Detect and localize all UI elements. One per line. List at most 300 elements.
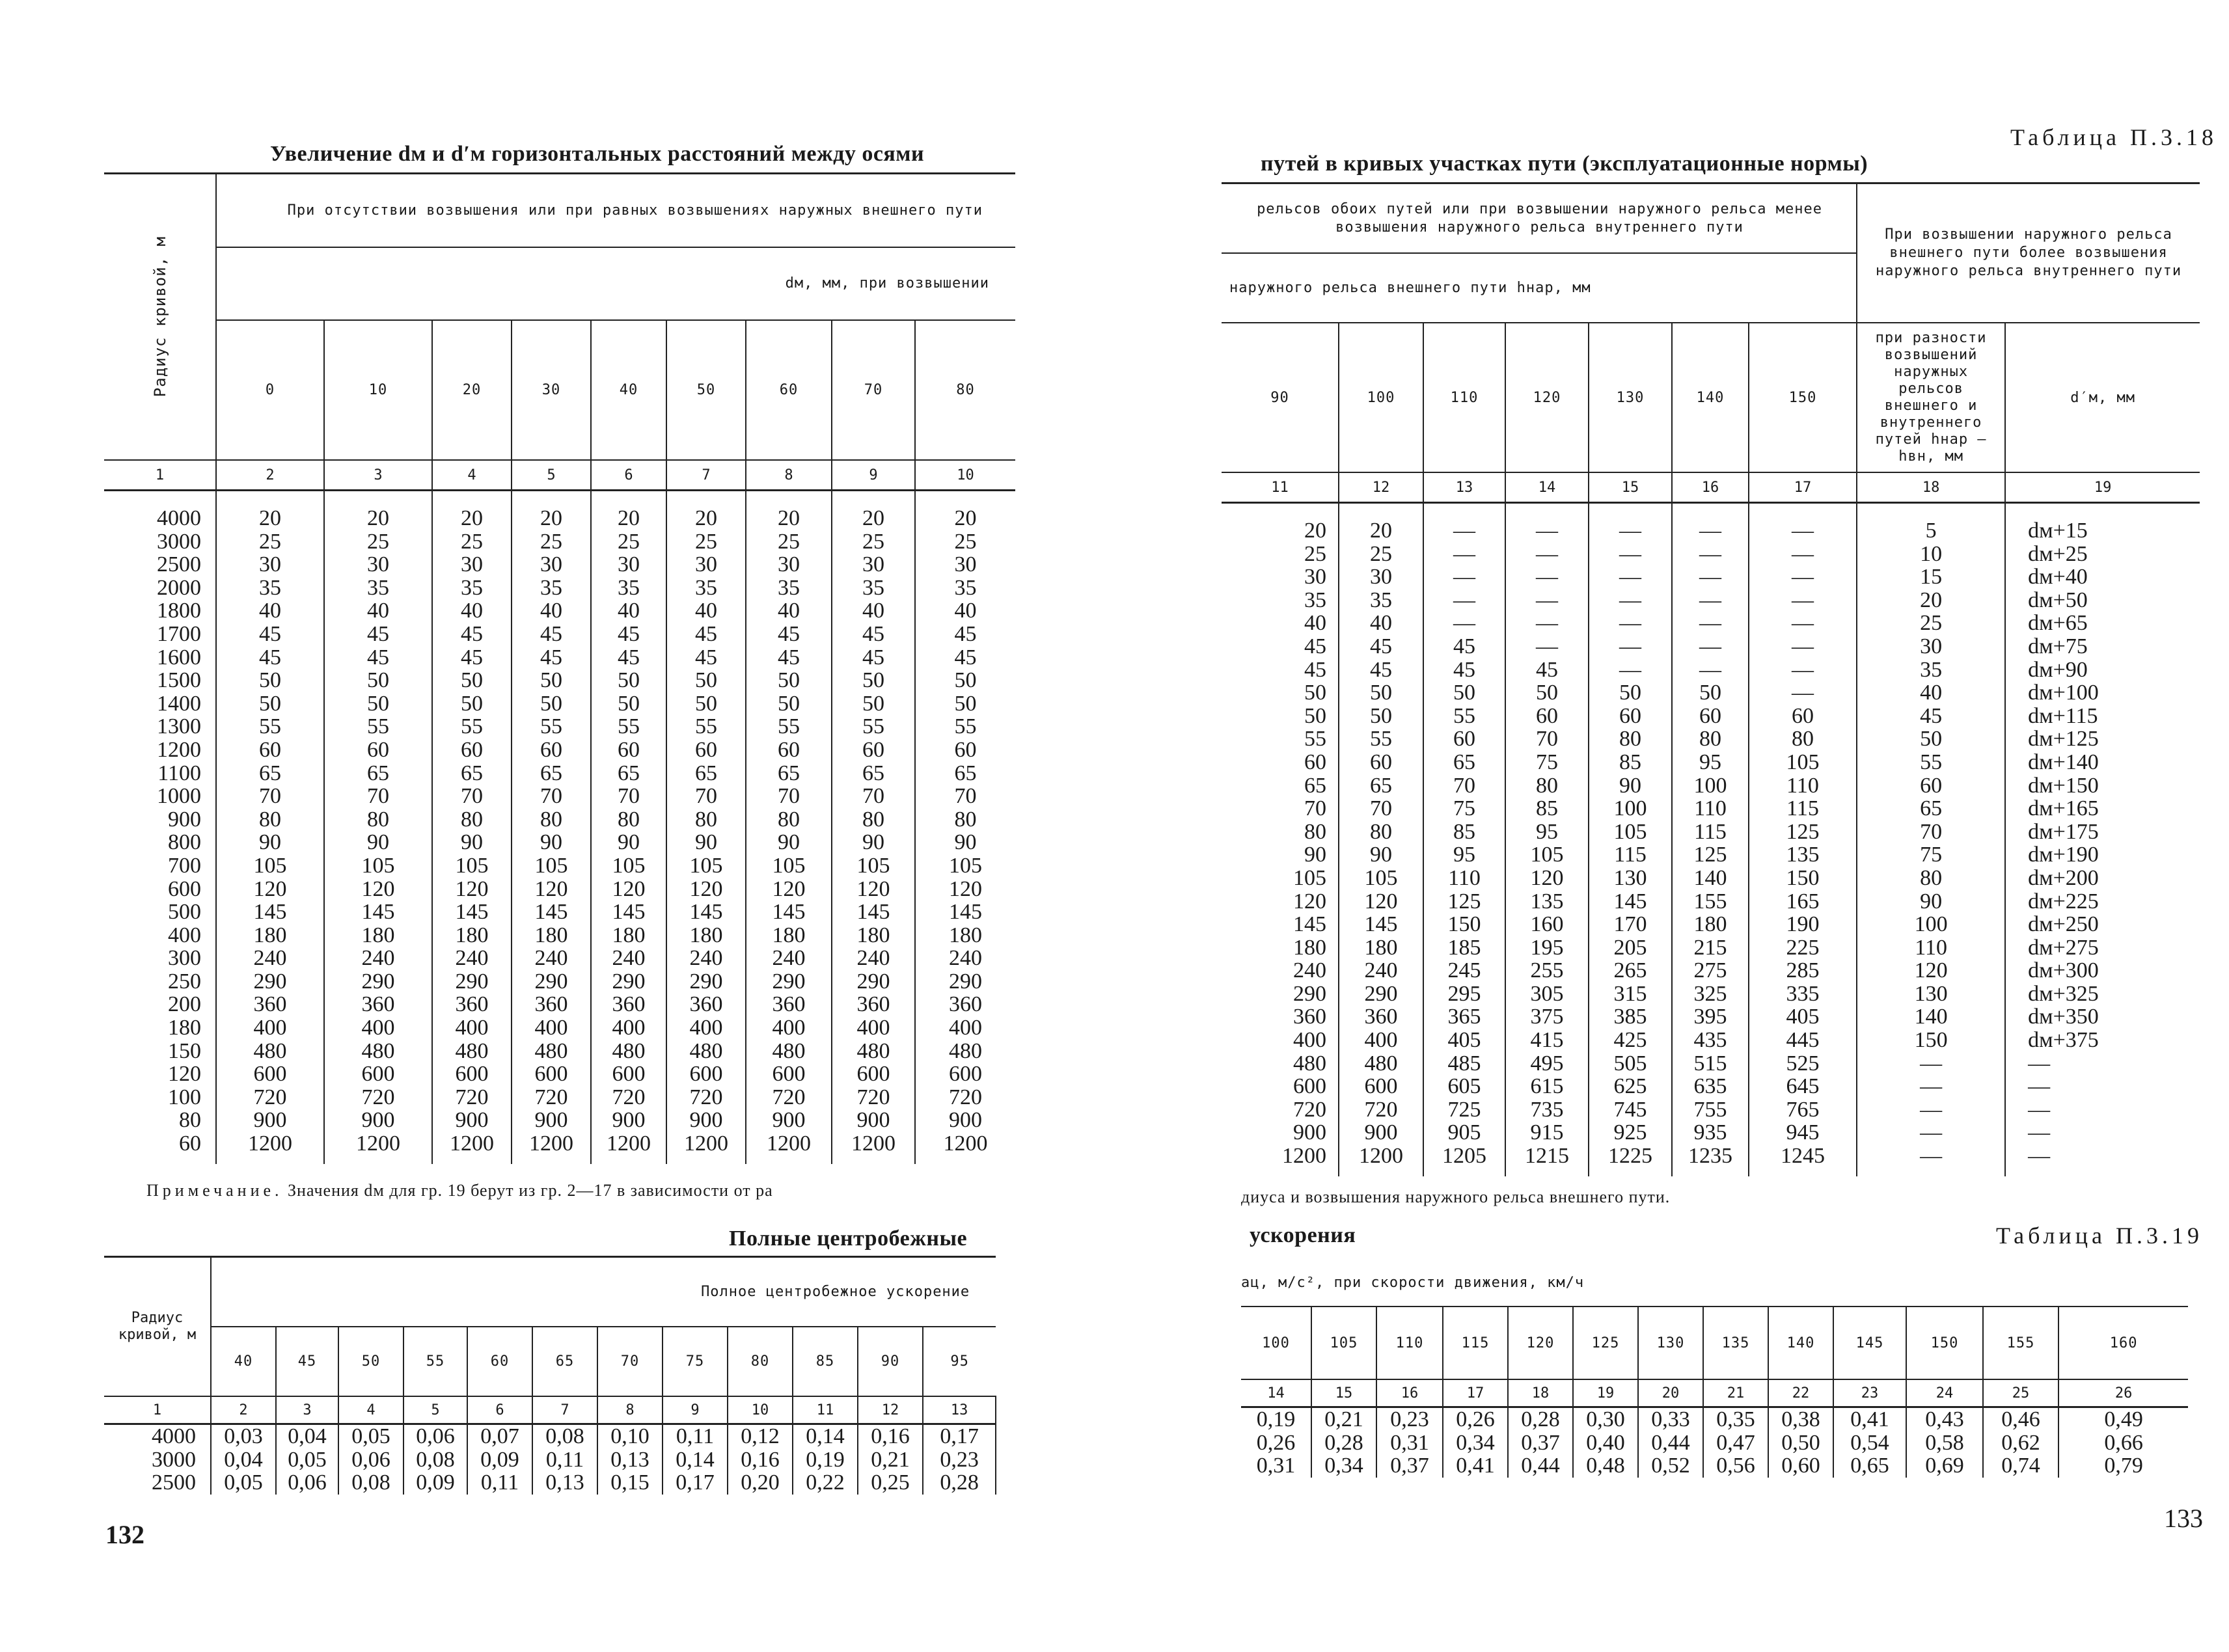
dm-value: 720 bbox=[772, 1085, 806, 1109]
dm-value: 50 bbox=[618, 668, 640, 693]
column-number: 13 bbox=[1423, 472, 1505, 503]
cell-value: 105 bbox=[1293, 865, 1326, 890]
diff-header: при разности возвышений наружных рельсов внешнего и внутреннего путей hнар — hвн, мм bbox=[1857, 323, 2005, 472]
dm-value: 240 bbox=[856, 946, 890, 971]
acceleration-value: 0,37 bbox=[1376, 1454, 1443, 1478]
dm-value: 1200 bbox=[943, 1131, 988, 1156]
dm-value: 80 bbox=[618, 807, 640, 832]
dm-value: 60 bbox=[954, 737, 977, 762]
acceleration-value: 0,20 bbox=[728, 1471, 793, 1495]
cell-value: 385 bbox=[1613, 1005, 1647, 1029]
cell-value: 110 bbox=[1694, 796, 1727, 821]
cell-value: 290 bbox=[1364, 981, 1398, 1006]
dm-value: 70 bbox=[367, 784, 389, 809]
speed-header: 40 bbox=[211, 1327, 276, 1396]
acceleration-value: 0,21 bbox=[858, 1448, 923, 1472]
table-p319-right bbox=[1241, 1259, 2188, 1478]
dm-value: 720 bbox=[689, 1085, 723, 1109]
cell-value: 115 bbox=[1614, 843, 1647, 867]
cell-value: 400 bbox=[1293, 1028, 1326, 1053]
cell-value: 5 bbox=[1925, 519, 1937, 543]
dm-value: 90 bbox=[540, 830, 562, 855]
cell-value: 120 bbox=[1293, 889, 1326, 914]
radius-value: 60 bbox=[179, 1131, 201, 1156]
cell-value: 80 bbox=[1699, 727, 1721, 752]
dm-value: 145 bbox=[949, 900, 982, 925]
acceleration-value: 0,25 bbox=[858, 1471, 923, 1495]
dm-value: 20 bbox=[540, 506, 562, 530]
cell-value: — bbox=[1699, 588, 1721, 612]
data-column bbox=[1423, 503, 1505, 1177]
dm-value: 80 bbox=[862, 807, 884, 832]
cell-value: 495 bbox=[1530, 1051, 1564, 1076]
dm-value: 35 bbox=[259, 575, 281, 600]
cell-value: 925 bbox=[1613, 1120, 1647, 1145]
cell-value: dм+100 bbox=[2028, 681, 2099, 705]
column-number: 13 bbox=[923, 1396, 996, 1424]
dm-value: 35 bbox=[954, 575, 977, 600]
radius-value: 1300 bbox=[157, 714, 201, 739]
dm-column bbox=[746, 491, 832, 1165]
table-p318-left bbox=[104, 172, 1015, 1164]
cell-value: 145 bbox=[1364, 912, 1398, 937]
cell-value: 50 bbox=[1304, 681, 1326, 705]
cell-value: dм+200 bbox=[2028, 865, 2099, 890]
acceleration-value: 0,37 bbox=[1508, 1431, 1573, 1455]
cell-value: 275 bbox=[1693, 958, 1727, 983]
dm-column bbox=[432, 491, 512, 1165]
column-number: 8 bbox=[597, 1396, 663, 1424]
dm-value: 35 bbox=[695, 575, 717, 600]
column-number: 10 bbox=[728, 1396, 793, 1424]
cell-value: 85 bbox=[1536, 796, 1558, 821]
cell-value: 130 bbox=[1914, 981, 1948, 1006]
cell-value: 105 bbox=[1613, 819, 1647, 844]
sub-col-header: 150 bbox=[1749, 323, 1857, 472]
column-number: 14 bbox=[1505, 472, 1589, 503]
dm-value: 720 bbox=[455, 1085, 489, 1109]
cell-value: 70 bbox=[1453, 773, 1475, 798]
dm-value: 55 bbox=[695, 714, 717, 739]
cell-value: 50 bbox=[1370, 703, 1392, 728]
acceleration-value: 0,54 bbox=[1833, 1431, 1906, 1455]
dm-value: 65 bbox=[618, 761, 640, 785]
dm-value: 35 bbox=[461, 575, 483, 600]
speed-header: 150 bbox=[1906, 1307, 1983, 1379]
cell-value: — bbox=[1453, 611, 1475, 636]
dm-value: 240 bbox=[612, 946, 646, 971]
acceleration-value: 0,26 bbox=[1443, 1407, 1508, 1431]
cell-value: 290 bbox=[1293, 981, 1326, 1006]
acceleration-value: 0,28 bbox=[1508, 1407, 1573, 1431]
acceleration-value: 0,35 bbox=[1703, 1407, 1768, 1431]
column-number: 24 bbox=[1906, 1379, 1983, 1407]
dm-value: 25 bbox=[862, 529, 884, 554]
acceleration-value: 0,41 bbox=[1833, 1407, 1906, 1431]
cell-value: 225 bbox=[1786, 935, 1820, 960]
dm-value: 25 bbox=[618, 529, 640, 554]
radius-value: 4000 bbox=[104, 1424, 211, 1448]
cell-value: 25 bbox=[1920, 611, 1943, 636]
dm-column bbox=[216, 491, 324, 1165]
sub-col-header: 60 bbox=[746, 320, 832, 460]
dm-value: 80 bbox=[695, 807, 717, 832]
sub-col-header: 40 bbox=[591, 320, 666, 460]
cell-value: 435 bbox=[1693, 1028, 1727, 1053]
cell-value: 335 bbox=[1786, 981, 1820, 1006]
acceleration-value: 0,31 bbox=[1241, 1454, 1311, 1478]
cell-value: — bbox=[1792, 634, 1814, 658]
cell-value: 45 bbox=[1920, 703, 1943, 728]
cell-value: 90 bbox=[1370, 843, 1392, 867]
cell-value: — bbox=[1920, 1144, 1943, 1169]
cell-value: — bbox=[1453, 588, 1475, 612]
column-number: 4 bbox=[432, 460, 512, 491]
cell-value: — bbox=[1619, 634, 1641, 658]
data-column bbox=[1222, 503, 1339, 1177]
dm-value: 30 bbox=[695, 552, 717, 577]
dm-value: 20 bbox=[367, 506, 389, 530]
cell-value: 195 bbox=[1530, 935, 1564, 960]
dm-value: 400 bbox=[253, 1016, 287, 1040]
cell-value: 10 bbox=[1920, 541, 1943, 566]
cell-value: 40 bbox=[1304, 611, 1326, 636]
cell-value: 360 bbox=[1364, 1005, 1398, 1029]
dm-value: 145 bbox=[772, 900, 806, 925]
cell-value: 80 bbox=[1792, 727, 1814, 752]
dm-value: 480 bbox=[949, 1038, 982, 1063]
acceleration-value: 0,03 bbox=[211, 1424, 276, 1448]
data-column bbox=[1589, 503, 1672, 1177]
cell-value: 50 bbox=[1536, 681, 1558, 705]
speed-header: 55 bbox=[403, 1327, 467, 1396]
dm-value: 50 bbox=[540, 691, 562, 716]
acceleration-value: 0,08 bbox=[338, 1471, 403, 1495]
cell-value: 900 bbox=[1293, 1120, 1326, 1145]
dm-value: 60 bbox=[259, 737, 281, 762]
speed-header: 95 bbox=[923, 1327, 996, 1396]
cell-value: 45 bbox=[1370, 657, 1392, 682]
dm-value: 55 bbox=[862, 714, 884, 739]
dm-value: 120 bbox=[772, 876, 806, 901]
radius-value: 500 bbox=[168, 900, 201, 925]
dm-value: 105 bbox=[856, 853, 890, 878]
dm-value: 105 bbox=[772, 853, 806, 878]
column-number: 9 bbox=[663, 1396, 728, 1424]
dm-value: 25 bbox=[461, 529, 483, 554]
dm-value: 45 bbox=[540, 645, 562, 670]
dm-value: 120 bbox=[612, 876, 646, 901]
sub-col-header: 0 bbox=[216, 320, 324, 460]
dm-value: 45 bbox=[540, 621, 562, 646]
cell-value: — bbox=[1792, 565, 1814, 589]
cell-value: 100 bbox=[1613, 796, 1647, 821]
cell-value: dм+300 bbox=[2028, 958, 2099, 983]
cell-value: 625 bbox=[1613, 1074, 1647, 1099]
cell-value: dм+90 bbox=[2028, 657, 2088, 682]
cell-value: 315 bbox=[1613, 981, 1647, 1006]
dm-value: 40 bbox=[954, 599, 977, 623]
speed-header: 120 bbox=[1508, 1307, 1573, 1379]
dm-value: 70 bbox=[778, 784, 800, 809]
dm-value: 600 bbox=[612, 1062, 646, 1087]
speed-header: 50 bbox=[338, 1327, 403, 1396]
dm-value: 45 bbox=[778, 621, 800, 646]
acceleration-value: 0,05 bbox=[211, 1471, 276, 1495]
speed-header: 75 bbox=[663, 1327, 728, 1396]
dm-value: 30 bbox=[778, 552, 800, 577]
sub-col-header: 100 bbox=[1339, 323, 1423, 472]
table-p319-left bbox=[104, 1256, 996, 1495]
acceleration-value: 0,50 bbox=[1768, 1431, 1833, 1455]
acceleration-value: 0,04 bbox=[211, 1448, 276, 1472]
hnar-header: наружного рельса внешнего пути hнар, мм bbox=[1222, 253, 1857, 323]
radius-value: 1200 bbox=[157, 737, 201, 762]
dm-value: 120 bbox=[689, 876, 723, 901]
column-number: 3 bbox=[276, 1396, 338, 1424]
dm-value: 105 bbox=[455, 853, 489, 878]
column-number: 15 bbox=[1311, 1379, 1376, 1407]
cell-value: 1200 bbox=[1359, 1144, 1403, 1169]
cell-value: dм+75 bbox=[2028, 634, 2088, 658]
acceleration-value: 0,62 bbox=[1983, 1431, 2058, 1455]
radius-value: 250 bbox=[168, 969, 201, 994]
cell-value: 20 bbox=[1304, 519, 1326, 543]
acceleration-value: 0,11 bbox=[663, 1424, 728, 1448]
cell-value: dм+190 bbox=[2028, 843, 2099, 867]
cell-value: 90 bbox=[1304, 843, 1326, 867]
cell-value: 365 bbox=[1447, 1005, 1481, 1029]
data-column bbox=[1505, 503, 1589, 1177]
dm-value: 720 bbox=[253, 1085, 287, 1109]
acceleration-value: 0,04 bbox=[276, 1424, 338, 1448]
sub-col-header: 10 bbox=[324, 320, 432, 460]
sub-col-header: 110 bbox=[1423, 323, 1505, 472]
speed-header: 155 bbox=[1983, 1307, 2058, 1379]
cell-value: 45 bbox=[1453, 657, 1475, 682]
cell-value: 600 bbox=[1364, 1074, 1398, 1099]
cell-value: — bbox=[1536, 565, 1558, 589]
cell-value: 65 bbox=[1920, 796, 1943, 821]
acceleration-value: 0,06 bbox=[338, 1448, 403, 1472]
dm-value: 45 bbox=[461, 621, 483, 646]
dm-value: 480 bbox=[856, 1038, 890, 1063]
cell-value: 60 bbox=[1792, 703, 1814, 728]
dm-value: 55 bbox=[367, 714, 389, 739]
column-number: 1 bbox=[104, 1396, 211, 1424]
cell-value: 55 bbox=[1304, 727, 1326, 752]
dm-value: 105 bbox=[689, 853, 723, 878]
dm-value: 50 bbox=[367, 668, 389, 693]
speed-header: 70 bbox=[597, 1327, 663, 1396]
radius-value: 400 bbox=[168, 923, 201, 947]
cell-value: 25 bbox=[1370, 541, 1392, 566]
dm-column bbox=[832, 491, 915, 1165]
dm-value: 600 bbox=[455, 1062, 489, 1087]
dprime-header: d′м, мм bbox=[2005, 323, 2200, 472]
cell-value: 35 bbox=[1370, 588, 1392, 612]
cell-value: — bbox=[2028, 1097, 2051, 1122]
dm-value: 600 bbox=[856, 1062, 890, 1087]
cell-value: 415 bbox=[1530, 1028, 1564, 1053]
acceleration-value: 0,34 bbox=[1443, 1431, 1508, 1455]
cell-value: dм+50 bbox=[2028, 588, 2088, 612]
dm-value: 240 bbox=[772, 946, 806, 971]
cell-value: 65 bbox=[1453, 750, 1475, 774]
cell-value: 75 bbox=[1536, 750, 1558, 774]
dm-value: 360 bbox=[689, 992, 723, 1017]
cell-value: 45 bbox=[1304, 634, 1326, 658]
dm-value: 290 bbox=[253, 969, 287, 994]
acceleration-value: 0,10 bbox=[597, 1424, 663, 1448]
dm-value: 50 bbox=[954, 691, 977, 716]
cell-value: dм+225 bbox=[2028, 889, 2099, 914]
dm-value: 145 bbox=[361, 900, 395, 925]
dm-value: 45 bbox=[954, 621, 977, 646]
column-number: 22 bbox=[1768, 1379, 1833, 1407]
radius-value: 1800 bbox=[157, 599, 201, 623]
cell-value: 765 bbox=[1786, 1097, 1820, 1122]
dm-value: 70 bbox=[540, 784, 562, 809]
acceleration-value: 0,09 bbox=[467, 1448, 532, 1472]
dm-value: 720 bbox=[534, 1085, 568, 1109]
column-number: 6 bbox=[467, 1396, 532, 1424]
speed-header: 140 bbox=[1768, 1307, 1833, 1379]
cell-value: 60 bbox=[1699, 703, 1721, 728]
cell-value: 180 bbox=[1364, 935, 1398, 960]
cell-value: 90 bbox=[1920, 889, 1943, 914]
dm-value: 80 bbox=[259, 807, 281, 832]
dm-column bbox=[915, 491, 1015, 1165]
cell-value: 65 bbox=[1370, 773, 1392, 798]
dm-value: 145 bbox=[253, 900, 287, 925]
dm-value: 240 bbox=[949, 946, 982, 971]
acceleration-value: 0,14 bbox=[663, 1448, 728, 1472]
column-number: 5 bbox=[403, 1396, 467, 1424]
radius-value: 1100 bbox=[157, 761, 201, 785]
cell-value: 375 bbox=[1530, 1005, 1564, 1029]
radius-value: 1400 bbox=[157, 691, 201, 716]
acceleration-value: 0,06 bbox=[403, 1424, 467, 1448]
cell-value: 135 bbox=[1786, 843, 1820, 867]
dm-value: 50 bbox=[367, 691, 389, 716]
dm-value: 80 bbox=[461, 807, 483, 832]
cell-value: 30 bbox=[1304, 565, 1326, 589]
cell-value: 170 bbox=[1613, 912, 1647, 937]
data-column bbox=[1672, 503, 1749, 1177]
column-number: 19 bbox=[2005, 472, 2200, 503]
acceleration-value: 0,16 bbox=[858, 1424, 923, 1448]
cell-value: 190 bbox=[1786, 912, 1820, 937]
cell-value: 755 bbox=[1693, 1097, 1727, 1122]
acceleration-value: 0,15 bbox=[597, 1471, 663, 1495]
dm-value: 720 bbox=[612, 1085, 646, 1109]
cell-value: — bbox=[1619, 657, 1641, 682]
dm-value: 20 bbox=[618, 506, 640, 530]
radius-value: 1700 bbox=[157, 621, 201, 646]
dm-value: 70 bbox=[954, 784, 977, 809]
acceleration-value: 0,11 bbox=[467, 1471, 532, 1495]
dm-value: 35 bbox=[367, 575, 389, 600]
cell-value: — bbox=[1536, 611, 1558, 636]
acceleration-value: 0,13 bbox=[532, 1471, 597, 1495]
dm-value: 105 bbox=[612, 853, 646, 878]
cell-value: — bbox=[1619, 565, 1641, 589]
acceleration-value: 0,69 bbox=[1906, 1454, 1983, 1478]
cell-value: 50 bbox=[1619, 681, 1641, 705]
cell-value: — bbox=[1619, 519, 1641, 543]
dm-value: 45 bbox=[618, 621, 640, 646]
dm-value: 45 bbox=[778, 645, 800, 670]
dm-value: 50 bbox=[259, 691, 281, 716]
acceleration-value: 0,05 bbox=[338, 1424, 403, 1448]
cell-value: 100 bbox=[1693, 773, 1727, 798]
cell-value: 505 bbox=[1613, 1051, 1647, 1076]
dm-value: 400 bbox=[772, 1016, 806, 1040]
cell-value: 60 bbox=[1619, 703, 1641, 728]
dm-value: 50 bbox=[618, 691, 640, 716]
dm-value: 55 bbox=[540, 714, 562, 739]
dm-value: 400 bbox=[455, 1016, 489, 1040]
dm-value: 240 bbox=[689, 946, 723, 971]
dm-value: 65 bbox=[367, 761, 389, 785]
cell-value: — bbox=[1920, 1051, 1943, 1076]
cell-value: — bbox=[1619, 588, 1641, 612]
acceleration-value: 0,40 bbox=[1573, 1431, 1638, 1455]
left-page bbox=[0, 0, 1114, 1652]
cell-value: 50 bbox=[1699, 681, 1721, 705]
cell-value: dм+15 bbox=[2028, 519, 2088, 543]
cell-value: dм+25 bbox=[2028, 541, 2088, 566]
column-number: 26 bbox=[2058, 1379, 2188, 1407]
speed-header: 115 bbox=[1443, 1307, 1508, 1379]
dm-value: 180 bbox=[253, 923, 287, 947]
cell-value: 20 bbox=[1920, 588, 1943, 612]
cell-value: 60 bbox=[1920, 773, 1943, 798]
group-header: При отсутствии возвышения или при равных возвышениях наружных внешнего пути bbox=[216, 174, 1015, 247]
dm-value: 1200 bbox=[356, 1131, 400, 1156]
cell-value: 55 bbox=[1920, 750, 1943, 774]
cell-value: — bbox=[1792, 588, 1814, 612]
cell-value: dм+175 bbox=[2028, 819, 2099, 844]
cell-value: 150 bbox=[1447, 912, 1481, 937]
table-title-lower: Полные центробежные bbox=[729, 1226, 968, 1251]
cell-value: 85 bbox=[1453, 819, 1475, 844]
dm-value: 900 bbox=[772, 1108, 806, 1133]
dm-value: 120 bbox=[253, 876, 287, 901]
cell-value: 140 bbox=[1693, 865, 1727, 890]
cell-value: 605 bbox=[1447, 1074, 1481, 1099]
acceleration-value: 0,33 bbox=[1638, 1407, 1703, 1431]
cell-value: 65 bbox=[1304, 773, 1326, 798]
dm-value: 360 bbox=[455, 992, 489, 1017]
cell-value: 745 bbox=[1613, 1097, 1647, 1122]
dm-value: 25 bbox=[778, 529, 800, 554]
dm-value: 400 bbox=[361, 1016, 395, 1040]
cell-value: 35 bbox=[1304, 588, 1326, 612]
radius-value: 80 bbox=[179, 1108, 201, 1133]
acceleration-value: 0,41 bbox=[1443, 1454, 1508, 1478]
dm-value: 40 bbox=[618, 599, 640, 623]
dm-value: 120 bbox=[534, 876, 568, 901]
cell-value: 105 bbox=[1364, 865, 1398, 890]
cell-value: 50 bbox=[1304, 703, 1326, 728]
cell-value: dм+165 bbox=[2028, 796, 2099, 821]
dm-value: 145 bbox=[612, 900, 646, 925]
radius-value: 1000 bbox=[157, 784, 201, 809]
dm-value: 55 bbox=[461, 714, 483, 739]
cell-value: 900 bbox=[1364, 1120, 1398, 1145]
